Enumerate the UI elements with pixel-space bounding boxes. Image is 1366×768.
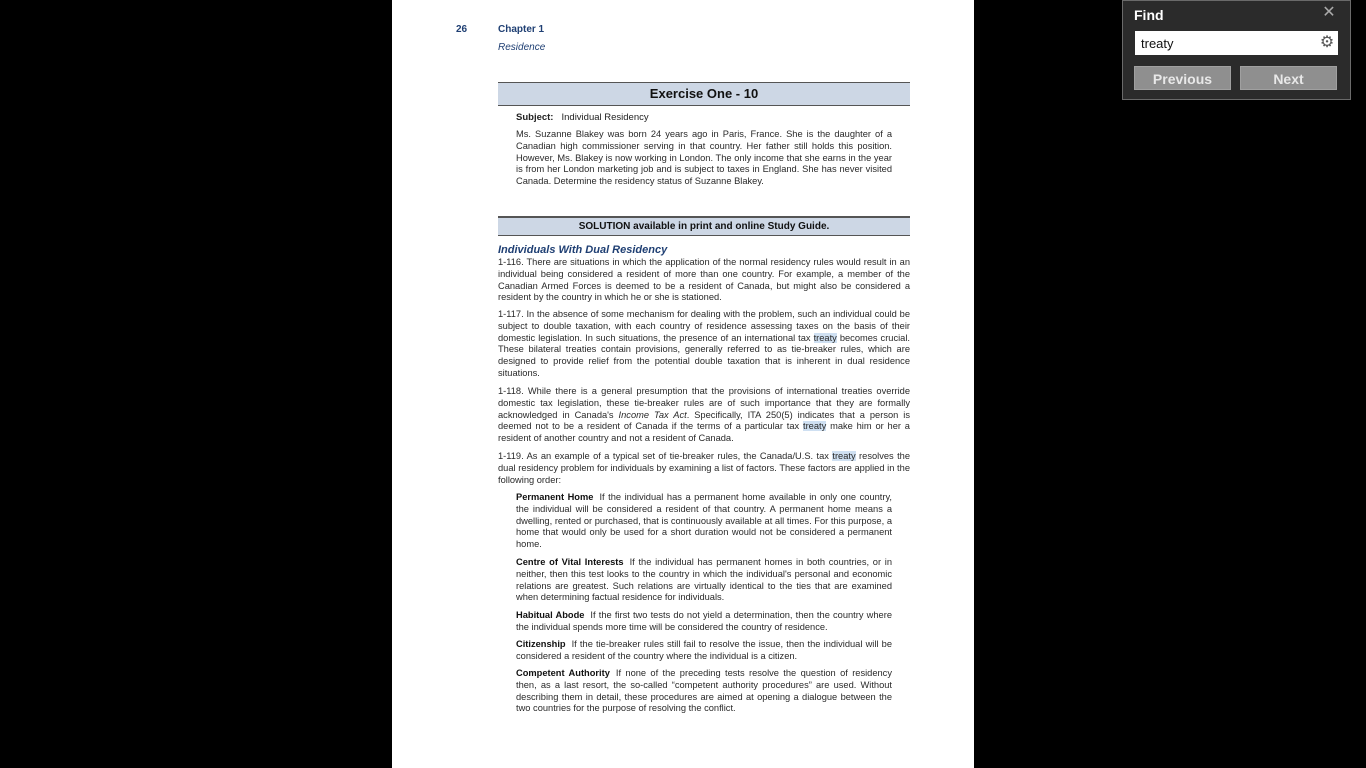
find-title: Find (1134, 7, 1164, 23)
p119-text-a: 1-119. As an example of a typical set of tie-breaker rules, the Canada/U.S. tax (498, 451, 833, 461)
subject-value: Individual Residency (561, 112, 649, 123)
paragraph-1-119 (498, 451, 910, 486)
page-number: 26 (456, 24, 468, 35)
paragraph-1-118 (498, 386, 910, 445)
search-highlight: treaty (813, 332, 837, 343)
rule-title: Habitual Abode (516, 610, 585, 620)
rule-title: Centre of Vital Interests (516, 557, 624, 567)
find-panel (1122, 0, 1351, 100)
rule-title: Permanent Home (516, 492, 594, 502)
find-search-input[interactable] (1135, 31, 1338, 55)
rule-text: If the first two tests do not yield a determination, then the country where the individual spends more time will be considered the country of residence. (516, 610, 892, 632)
paragraph-1-116: 1-116. There are situations in which the application of the normal residency rules would result in an individual being considered a resident of more than one country. For example, a member of the Canadian Armed Forces is deemed to be a resident of Canada, but might also be considered a resident by the country in which he or she is stationed. (498, 257, 910, 303)
rule-text: If the individual has permanent homes in both countries, or in neither, then this test looks to the country in which the individual's personal and economic relations are greatest. Such relations are virtually identical to the ties that are examined when determining factual residence for individuals. (516, 557, 892, 603)
next-button[interactable]: Next (1240, 66, 1337, 90)
gear-icon[interactable]: ⚙ (1319, 34, 1335, 51)
rule-text: If the individual has a permanent home available in only one country, the individual will be considered a resident of that country. A permanent home means a dwelling, rented or purchased, that is continuously available at all times. For this purpose, a home that would only be used for a short duration would not be considered a permanent home. (516, 492, 893, 550)
exercise-subject (516, 112, 649, 123)
rule-text: If the tie-breaker rules still fail to resolve the issue, then the individual will be considered a resident of the country where the individual is a citizen. (516, 639, 892, 661)
p118-italic: Income Tax Act (618, 409, 687, 420)
rule-citizenship (516, 639, 892, 663)
previous-button[interactable]: Previous (1134, 66, 1231, 90)
p119-text-b: resolves the dual residency problem for individuals by examining a list of factors. These factors are applied in the following order: (498, 451, 910, 485)
exercise-title: Exercise One - 10 (498, 82, 910, 106)
rule-text: If none of the preceding tests resolve the question of residency then, as a last resort, the so-called “competent authority procedures” are used. Without describing them in detail, these procedures are aimed at opening a dialogue between the two countries for the purpose of resolving the conflict. (516, 668, 892, 714)
p117-text-b: becomes crucial. These bilateral treaties contain provisions, generally referred to as tie-breaker rules, which are designed to provide relief from the potential double taxation that is inherent in dual residence situations. (498, 332, 910, 378)
paragraph-1-117 (498, 309, 910, 380)
document-page (392, 0, 974, 768)
rule-centre-of-vital-interests (516, 557, 892, 604)
p118-text-b: . Specifically, ITA 250(5) indicates that a person is deemed not to be a resident of Canada if the terms of a particular tax (498, 409, 910, 432)
rule-title: Competent Authority (516, 668, 610, 678)
rule-title: Citizenship (516, 639, 566, 649)
solution-banner: SOLUTION available in print and online Study Guide. (498, 216, 910, 236)
rule-habitual-abode (516, 610, 892, 634)
chapter-subtitle: Residence (498, 42, 546, 53)
rule-competent-authority (516, 668, 892, 715)
search-highlight: treaty (802, 421, 827, 432)
p118-text-c: make him or her a resident of another country and not a resident of Canada. (498, 421, 910, 444)
rule-permanent-home (516, 492, 892, 551)
p117-text-a: 1-117. In the absence of some mechanism for dealing with the problem, such an individual could be subject to double taxation, with each country of residence assessing taxes on the basis of their domestic legislation. In such situations, the presence of an international tax (498, 309, 910, 343)
search-highlight: treaty (832, 451, 856, 461)
exercise-text: Ms. Suzanne Blakey was born 24 years ago in Paris, France. She is the daughter of a Canadian high commissioner serving in that country. Her father still holds this position. However, Ms. Blakey is now working in London. The only income that she earns in the year is from her London marketing job and is subject to taxes in England. She has never visited Canada. Determine the residency status of Suzanne Blakey. (516, 129, 892, 187)
p118-text-a: 1-118. While there is a general presumption that the provisions of international treaties override domestic tax legislation, these tie-breaker rules are of such importance that they are formally acknowledged in Canada's (498, 386, 910, 420)
subject-label: Subject: (516, 112, 554, 123)
close-icon[interactable]: ✕ (1322, 4, 1336, 21)
section-title: Individuals With Dual Residency (498, 244, 668, 256)
chapter-title: Chapter 1 (498, 24, 545, 35)
